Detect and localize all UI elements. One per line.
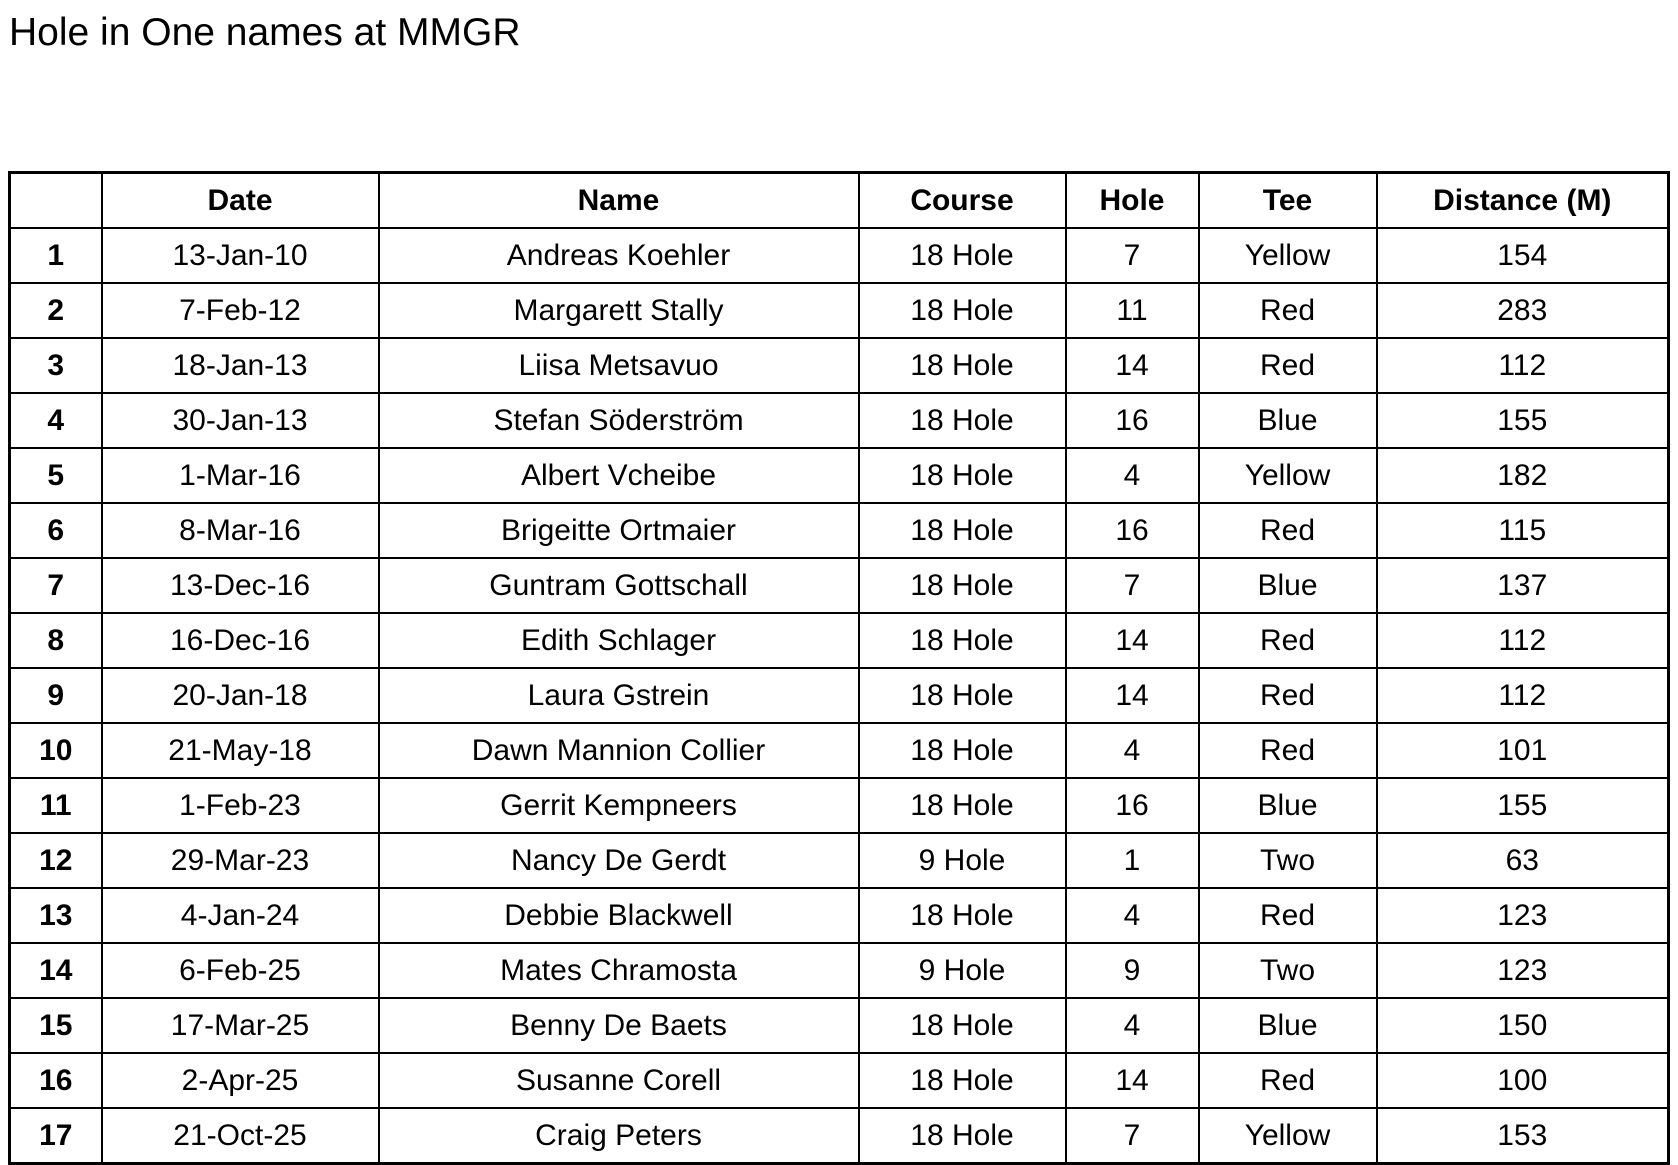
hole-cell: 4 [1066, 888, 1199, 943]
row-number-cell: 15 [10, 998, 102, 1053]
table-body [10, 228, 1669, 1164]
name-cell: Liisa Metsavuo [379, 338, 859, 393]
course-cell: 18 Hole [859, 613, 1066, 668]
table-row [10, 1053, 1669, 1108]
header-hole-cell: Hole [1066, 173, 1199, 229]
course-cell: 18 Hole [859, 668, 1066, 723]
date-cell: 1-Feb-23 [102, 778, 379, 833]
hole-cell: 4 [1066, 723, 1199, 778]
date-cell: 17-Mar-25 [102, 998, 379, 1053]
row-number-cell: 17 [10, 1108, 102, 1164]
page-title: Hole in One names at MMGR [9, 11, 521, 54]
name-cell: Benny De Baets [379, 998, 859, 1053]
course-cell: 18 Hole [859, 998, 1066, 1053]
distance-cell: 115 [1377, 503, 1669, 558]
row-number-cell: 8 [10, 613, 102, 668]
tee-cell: Red [1199, 283, 1377, 338]
distance-cell: 123 [1377, 943, 1669, 998]
hole-cell: 4 [1066, 998, 1199, 1053]
header-name-cell: Name [379, 173, 859, 229]
table-row [10, 613, 1669, 668]
table-row [10, 888, 1669, 943]
row-number-cell: 16 [10, 1053, 102, 1108]
name-cell: Guntram Gottschall [379, 558, 859, 613]
date-cell: 8-Mar-16 [102, 503, 379, 558]
header-index-cell [10, 173, 102, 229]
name-cell: Mates Chramosta [379, 943, 859, 998]
distance-cell: 150 [1377, 998, 1669, 1053]
table-row [10, 778, 1669, 833]
hole-cell: 11 [1066, 283, 1199, 338]
course-cell: 9 Hole [859, 833, 1066, 888]
header-date-cell: Date [102, 173, 379, 229]
tee-cell: Blue [1199, 558, 1377, 613]
course-cell: 18 Hole [859, 1053, 1066, 1108]
row-number-cell: 3 [10, 338, 102, 393]
distance-cell: 182 [1377, 448, 1669, 503]
course-cell: 18 Hole [859, 338, 1066, 393]
name-cell: Gerrit Kempneers [379, 778, 859, 833]
hole-cell: 1 [1066, 833, 1199, 888]
date-cell: 6-Feb-25 [102, 943, 379, 998]
row-number-cell: 6 [10, 503, 102, 558]
hole-cell: 16 [1066, 393, 1199, 448]
course-cell: 9 Hole [859, 943, 1066, 998]
row-number-cell: 9 [10, 668, 102, 723]
row-number-cell: 2 [10, 283, 102, 338]
name-cell: Susanne Corell [379, 1053, 859, 1108]
name-cell: Craig Peters [379, 1108, 859, 1164]
hole-in-one-table [8, 171, 1670, 1165]
header-distance-cell: Distance (M) [1377, 173, 1669, 229]
name-cell: Laura Gstrein [379, 668, 859, 723]
distance-cell: 137 [1377, 558, 1669, 613]
table-row [10, 228, 1669, 283]
table-row [10, 833, 1669, 888]
hole-cell: 7 [1066, 558, 1199, 613]
tee-cell: Yellow [1199, 1108, 1377, 1164]
name-cell: Edith Schlager [379, 613, 859, 668]
course-cell: 18 Hole [859, 558, 1066, 613]
table-row [10, 943, 1669, 998]
name-cell: Stefan Söderström [379, 393, 859, 448]
distance-cell: 154 [1377, 228, 1669, 283]
tee-cell: Blue [1199, 778, 1377, 833]
tee-cell: Red [1199, 723, 1377, 778]
tee-cell: Blue [1199, 393, 1377, 448]
name-cell: Nancy De Gerdt [379, 833, 859, 888]
table-row [10, 558, 1669, 613]
distance-cell: 155 [1377, 778, 1669, 833]
table-header [10, 173, 1669, 229]
row-number-cell: 11 [10, 778, 102, 833]
row-number-cell: 12 [10, 833, 102, 888]
tee-cell: Two [1199, 943, 1377, 998]
distance-cell: 123 [1377, 888, 1669, 943]
name-cell: Margarett Stally [379, 283, 859, 338]
date-cell: 13-Jan-10 [102, 228, 379, 283]
tee-cell: Yellow [1199, 448, 1377, 503]
table-row [10, 998, 1669, 1053]
table-row [10, 448, 1669, 503]
date-cell: 7-Feb-12 [102, 283, 379, 338]
date-cell: 2-Apr-25 [102, 1053, 379, 1108]
hole-cell: 7 [1066, 1108, 1199, 1164]
date-cell: 21-May-18 [102, 723, 379, 778]
distance-cell: 112 [1377, 668, 1669, 723]
tee-cell: Red [1199, 668, 1377, 723]
table-row [10, 503, 1669, 558]
hole-cell: 4 [1066, 448, 1199, 503]
date-cell: 29-Mar-23 [102, 833, 379, 888]
course-cell: 18 Hole [859, 228, 1066, 283]
hole-cell: 7 [1066, 228, 1199, 283]
table-row [10, 393, 1669, 448]
tee-cell: Red [1199, 888, 1377, 943]
name-cell: Albert Vcheibe [379, 448, 859, 503]
date-cell: 21-Oct-25 [102, 1108, 379, 1164]
distance-cell: 101 [1377, 723, 1669, 778]
name-cell: Debbie Blackwell [379, 888, 859, 943]
course-cell: 18 Hole [859, 283, 1066, 338]
row-number-cell: 4 [10, 393, 102, 448]
hole-cell: 9 [1066, 943, 1199, 998]
name-cell: Dawn Mannion Collier [379, 723, 859, 778]
date-cell: 30-Jan-13 [102, 393, 379, 448]
tee-cell: Red [1199, 338, 1377, 393]
distance-cell: 100 [1377, 1053, 1669, 1108]
table-row [10, 338, 1669, 393]
distance-cell: 63 [1377, 833, 1669, 888]
date-cell: 20-Jan-18 [102, 668, 379, 723]
header-tee-cell: Tee [1199, 173, 1377, 229]
course-cell: 18 Hole [859, 723, 1066, 778]
date-cell: 4-Jan-24 [102, 888, 379, 943]
date-cell: 18-Jan-13 [102, 338, 379, 393]
distance-cell: 155 [1377, 393, 1669, 448]
date-cell: 13-Dec-16 [102, 558, 379, 613]
table-row [10, 283, 1669, 338]
distance-cell: 112 [1377, 613, 1669, 668]
distance-cell: 112 [1377, 338, 1669, 393]
hole-cell: 14 [1066, 668, 1199, 723]
row-number-cell: 14 [10, 943, 102, 998]
table-row [10, 1108, 1669, 1164]
hole-cell: 14 [1066, 613, 1199, 668]
course-cell: 18 Hole [859, 393, 1066, 448]
tee-cell: Red [1199, 1053, 1377, 1108]
header-course-cell: Course [859, 173, 1066, 229]
tee-cell: Blue [1199, 998, 1377, 1053]
hole-cell: 16 [1066, 778, 1199, 833]
course-cell: 18 Hole [859, 1108, 1066, 1164]
distance-cell: 153 [1377, 1108, 1669, 1164]
table-row [10, 723, 1669, 778]
row-number-cell: 5 [10, 448, 102, 503]
course-cell: 18 Hole [859, 448, 1066, 503]
header-row [10, 173, 1669, 229]
tee-cell: Red [1199, 613, 1377, 668]
distance-cell: 283 [1377, 283, 1669, 338]
course-cell: 18 Hole [859, 503, 1066, 558]
date-cell: 1-Mar-16 [102, 448, 379, 503]
course-cell: 18 Hole [859, 888, 1066, 943]
hole-cell: 14 [1066, 1053, 1199, 1108]
row-number-cell: 1 [10, 228, 102, 283]
tee-cell: Two [1199, 833, 1377, 888]
row-number-cell: 7 [10, 558, 102, 613]
name-cell: Brigeitte Ortmaier [379, 503, 859, 558]
table-row [10, 668, 1669, 723]
name-cell: Andreas Koehler [379, 228, 859, 283]
row-number-cell: 13 [10, 888, 102, 943]
hole-cell: 14 [1066, 338, 1199, 393]
date-cell: 16-Dec-16 [102, 613, 379, 668]
tee-cell: Red [1199, 503, 1377, 558]
course-cell: 18 Hole [859, 778, 1066, 833]
hole-cell: 16 [1066, 503, 1199, 558]
tee-cell: Yellow [1199, 228, 1377, 283]
row-number-cell: 10 [10, 723, 102, 778]
